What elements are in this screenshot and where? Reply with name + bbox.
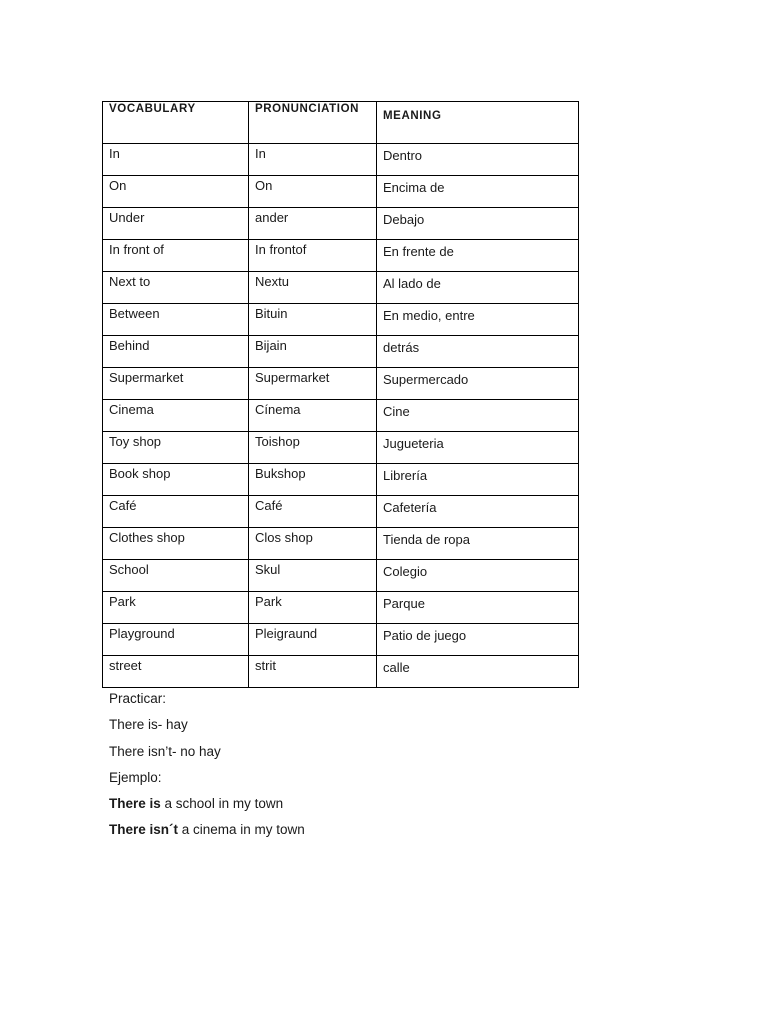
vocabulary-text: Between	[109, 306, 160, 321]
meaning-cell	[377, 624, 579, 656]
vocabulary-cell	[103, 624, 249, 656]
example-2-bold: There isn´t	[109, 822, 179, 838]
pronunciation-text: ander	[255, 210, 289, 225]
vocabulary-cell	[103, 176, 249, 208]
practicar-heading: Practicar:	[109, 691, 167, 706]
pronunciation-text: Clos shop	[255, 530, 313, 545]
vocabulary-text: Toy shop	[109, 434, 162, 449]
header-meaning-label: MEANING	[383, 110, 442, 122]
table-row	[103, 592, 579, 624]
pronunciation-cell	[249, 304, 377, 336]
table-row	[103, 304, 579, 336]
pronunciation-cell	[249, 144, 377, 176]
pronunciation-text: Supermarket	[255, 370, 330, 385]
there-is-note: There is- hay	[109, 717, 188, 733]
vocabulary-cell	[103, 528, 249, 560]
meaning-cell	[377, 528, 579, 560]
meaning-text: Debajo	[383, 212, 425, 227]
vocabulary-text: Cinema	[109, 402, 154, 417]
meaning-text: Supermercado	[383, 372, 469, 387]
meaning-cell	[377, 240, 579, 272]
table-row	[103, 528, 579, 560]
pronunciation-cell	[249, 528, 377, 560]
table-row	[103, 656, 579, 688]
example-1-rest: a school in my town	[160, 796, 284, 812]
meaning-text: Librería	[383, 468, 428, 483]
practice-notes	[109, 690, 609, 848]
vocabulary-cell	[103, 432, 249, 464]
example-sentence-1	[109, 795, 609, 821]
example-1-bold: There is	[109, 796, 161, 812]
pronunciation-text: Bijain	[255, 338, 287, 353]
header-row	[103, 102, 579, 144]
table-row	[103, 496, 579, 528]
table-row	[103, 208, 579, 240]
meaning-text: En frente de	[383, 244, 454, 259]
meaning-text: Parque	[383, 596, 425, 611]
vocabulary-text: Playground	[109, 626, 175, 641]
meaning-text: En medio, entre	[383, 308, 475, 323]
meaning-text: Patio de juego	[383, 628, 467, 643]
table-header	[103, 102, 579, 144]
pronunciation-text: Park	[255, 594, 282, 609]
vocabulary-text: On	[109, 178, 127, 193]
table-row	[103, 240, 579, 272]
header-pronunciation-label: PRONUNCIATION	[255, 103, 360, 115]
pronunciation-text: strit	[255, 658, 276, 673]
pronunciation-cell	[249, 496, 377, 528]
pronunciation-text: On	[255, 178, 273, 193]
pronunciation-cell	[249, 176, 377, 208]
meaning-text: Jugueteria	[383, 436, 444, 451]
vocabulary-cell	[103, 144, 249, 176]
vocabulary-cell	[103, 464, 249, 496]
meaning-cell	[377, 560, 579, 592]
pronunciation-text: Cínema	[255, 402, 301, 417]
table-row	[103, 560, 579, 592]
vocabulary-text: Café	[109, 498, 137, 513]
vocabulary-text: Park	[109, 594, 136, 609]
meaning-text: Cafetería	[383, 500, 437, 515]
vocabulary-text: In front of	[109, 242, 164, 257]
vocabulary-text: Clothes shop	[109, 530, 185, 545]
pronunciation-cell	[249, 432, 377, 464]
vocabulary-cell	[103, 208, 249, 240]
pronunciation-cell	[249, 272, 377, 304]
header-pronunciation	[249, 102, 377, 144]
vocabulary-text: Next to	[109, 274, 151, 289]
pronunciation-text: In frontof	[255, 242, 307, 257]
pronunciation-text: Skul	[255, 562, 281, 577]
header-meaning	[377, 102, 579, 144]
vocabulary-cell	[103, 272, 249, 304]
pronunciation-text: Toishop	[255, 434, 300, 449]
table-row	[103, 464, 579, 496]
meaning-cell	[377, 208, 579, 240]
vocabulary-text: Behind	[109, 338, 150, 353]
header-vocabulary-label: VOCABULARY	[109, 103, 196, 115]
meaning-text: Dentro	[383, 148, 423, 163]
pronunciation-cell	[249, 624, 377, 656]
meaning-cell	[377, 272, 579, 304]
pronunciation-cell	[249, 464, 377, 496]
meaning-cell	[377, 400, 579, 432]
pronunciation-cell	[249, 208, 377, 240]
meaning-cell	[377, 464, 579, 496]
meaning-text: calle	[383, 660, 410, 675]
there-isnt-note: There isn’t- no hay	[109, 743, 221, 759]
example-2-rest: a cinema in my town	[178, 822, 305, 838]
table-row	[103, 400, 579, 432]
vocabulary-cell	[103, 304, 249, 336]
vocabulary-cell	[103, 656, 249, 688]
example-sentence-2	[109, 821, 609, 847]
meaning-text: Encima de	[383, 180, 445, 195]
meaning-cell	[377, 304, 579, 336]
vocabulary-cell	[103, 336, 249, 368]
meaning-text: Al lado de	[383, 276, 441, 291]
table-row	[103, 272, 579, 304]
table-body	[103, 144, 579, 688]
table-row	[103, 368, 579, 400]
vocabulary-cell	[103, 368, 249, 400]
pronunciation-text: Bukshop	[255, 466, 306, 481]
pronunciation-cell	[249, 240, 377, 272]
pronunciation-cell	[249, 592, 377, 624]
vocabulary-cell	[103, 400, 249, 432]
vocabulary-text: Under	[109, 210, 145, 225]
pronunciation-cell	[249, 368, 377, 400]
pronunciation-text: Café	[255, 498, 283, 513]
pronunciation-cell	[249, 336, 377, 368]
meaning-cell	[377, 592, 579, 624]
meaning-text: Colegio	[383, 564, 428, 579]
meaning-cell	[377, 368, 579, 400]
table-row	[103, 176, 579, 208]
vocabulary-cell	[103, 496, 249, 528]
vocabulary-text: Supermarket	[109, 370, 184, 385]
meaning-text: detrás	[383, 340, 420, 355]
meaning-cell	[377, 144, 579, 176]
table-row	[103, 144, 579, 176]
header-vocabulary	[103, 102, 249, 144]
pronunciation-text: Pleigraund	[255, 626, 318, 641]
vocabulary-cell	[103, 592, 249, 624]
pronunciation-text: Bituin	[255, 306, 288, 321]
meaning-text: Cine	[383, 404, 410, 419]
pronunciation-cell	[249, 560, 377, 592]
ejemplo-heading: Ejemplo:	[109, 769, 162, 785]
table-row	[103, 336, 579, 368]
meaning-cell	[377, 496, 579, 528]
vocabulary-text: In	[109, 146, 120, 161]
meaning-cell	[377, 176, 579, 208]
vocabulary-text: Book shop	[109, 466, 171, 481]
table-row	[103, 432, 579, 464]
table-row	[103, 624, 579, 656]
vocabulary-cell	[103, 560, 249, 592]
meaning-cell	[377, 432, 579, 464]
pronunciation-text: In	[255, 146, 266, 161]
vocabulary-table	[102, 101, 579, 688]
meaning-cell	[377, 656, 579, 688]
pronunciation-cell	[249, 656, 377, 688]
pronunciation-text: Nextu	[255, 274, 289, 289]
meaning-cell	[377, 336, 579, 368]
vocabulary-cell	[103, 240, 249, 272]
vocabulary-text: street	[109, 658, 142, 673]
vocabulary-text: School	[109, 562, 149, 577]
pronunciation-cell	[249, 400, 377, 432]
meaning-text: Tienda de ropa	[383, 532, 470, 547]
